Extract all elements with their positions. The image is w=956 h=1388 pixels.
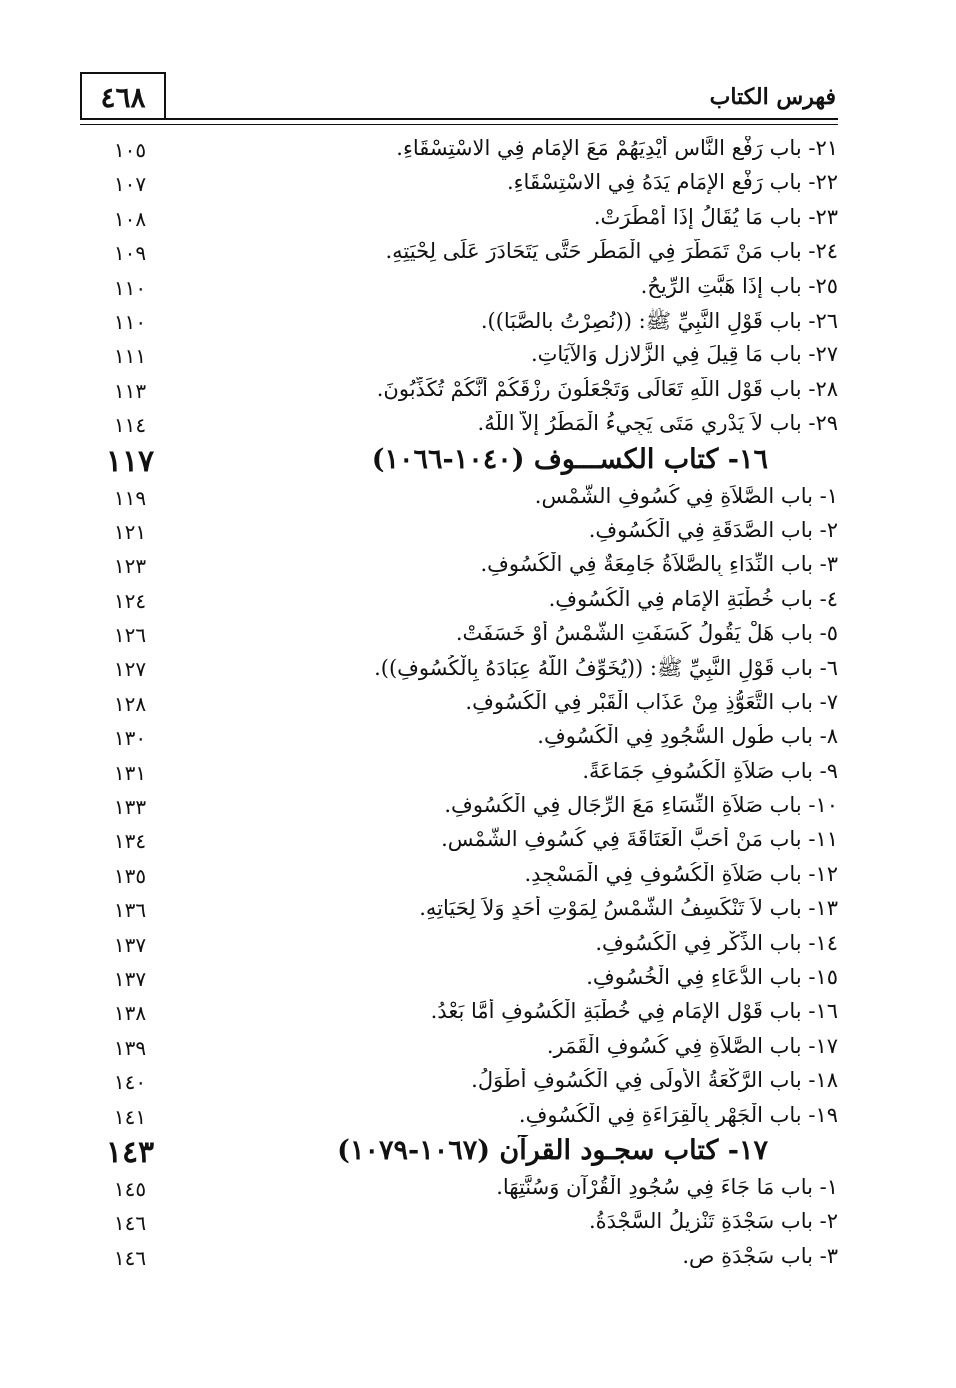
index-entry: [80, 340, 838, 374]
entry-title: ٩- باب صَلاَةِ الْكُسُوفِ جَمَاعَةً.: [582, 758, 838, 783]
section-heading: [80, 444, 838, 482]
index-entry: [80, 929, 838, 963]
entry-page-number: ١٤١: [113, 1104, 147, 1129]
entry-title: ١٨- باب الرَّكْعَةُ الأُولَى فِي الْكُسُوفِ أَطْوَلُ.: [471, 1068, 838, 1093]
entry-title: ٢- باب سَجْدَةِ تَنْزِيلُ السَّجْدَةُ.: [588, 1209, 838, 1234]
entry-title: ٢٨- باب قَوْلِ اللَّهِ تَعَالَى وَتَجْعَلُونَ رِزْقَكُمْ أَنَّكُمْ تُكَذِّبُونَ.: [376, 376, 838, 401]
entry-page-number: ١١٠: [113, 309, 147, 334]
entry-page-number: ١١٧: [105, 443, 155, 479]
index-entry: [80, 1207, 838, 1241]
index-entry: [80, 1101, 838, 1135]
entry-page-number: ١١١: [113, 344, 147, 369]
index-entry: [80, 791, 838, 825]
entry-page-number: ١٣٦: [113, 898, 147, 923]
entry-title: ٥- باب هَلْ يَقُولُ كَسَفَتِ الشَّمْسُ أَوْ خَسَفَتْ.: [455, 621, 838, 646]
entry-page-number: ١٢٣: [113, 554, 147, 579]
index-entry: [80, 1242, 838, 1276]
index-entry: [80, 757, 838, 791]
entry-page-number: ١٠٩: [113, 241, 147, 266]
entry-page-number: ١٢٧: [113, 657, 147, 682]
entry-title: ١- باب الصَّلاَةِ فِي كُسُوفِ الشَّمْسِ.: [534, 483, 838, 508]
index-list: [80, 134, 838, 1276]
entry-title: ١٠- باب صَلاَةِ النِّسَاءِ مَعَ الرِّجَالِ فِي الْكُسُوفِ.: [444, 793, 838, 818]
entry-title: ٧- باب التَّعَوُّذِ مِنْ عَذَابِ الْقَبْرِ فِي الْكُسُوفِ.: [465, 689, 838, 714]
entry-page-number: ١٣٩: [113, 1035, 147, 1060]
entry-page-number: ١٣٧: [113, 966, 147, 991]
entry-title: ١١- باب مَنْ أَحَبَّ الْعَتَاقَةَ فِي كُسُوفِ الشَّمْسِ.: [441, 827, 838, 852]
entry-title: ٢٤- باب مَنْ تَمَطَّرَ فِي الْمَطَرِ حَتَّى يَتَحَادَرَ عَلَى لِحْيَتِهِ.: [385, 239, 838, 264]
entry-page-number: ١٤٣: [105, 1134, 155, 1170]
entry-title: ١٤- باب الذِّكْرِ فِي الْكُسُوفِ.: [595, 930, 838, 955]
index-entry: [80, 963, 838, 997]
entry-page-number: ١٢٦: [113, 623, 147, 648]
entry-title: ١- باب مَا جَاءَ فِي سُجُودِ الْقُرْآنِ وَسُنَّتِهَا.: [496, 1174, 838, 1199]
index-entry: [80, 722, 838, 756]
section-title: ١٦- كتاب الكســـوف (١٠٤٠-١٠٦٦): [371, 443, 768, 475]
page-header: [80, 72, 838, 122]
entry-page-number: ١٢٨: [113, 691, 147, 716]
index-entry: [80, 272, 838, 306]
entry-title: ٦- باب قَوْلِ النَّبِيِّ ﷺ: ((يُخَوِّفُ اللَّهُ عِبَادَهُ بِالْكُسُوفِ)).: [374, 656, 838, 681]
entry-title: ٢٥- باب إِذَا هَبَّتِ الرِّيحُ.: [640, 273, 838, 298]
entry-page-number: ١٢٤: [113, 588, 147, 613]
entry-page-number: ١١٠: [113, 275, 147, 300]
index-entry: [80, 203, 838, 237]
header-rule: [80, 118, 838, 120]
entry-page-number: ١٤٠: [113, 1070, 147, 1095]
entry-title: ١٩- باب الْجَهْرِ بِالْقِرَاءَةِ فِي الْكُسُوفِ.: [518, 1102, 838, 1127]
entry-title: ٢- باب الصَّدَقَةِ فِي الْكُسُوفِ.: [588, 517, 838, 542]
entry-title: ٤- باب خُطْبَةِ الإِمَامِ فِي الْكُسُوفِ.: [548, 586, 838, 611]
entry-title: ١٥- باب الدُّعَاءِ فِي الْخُسُوفِ.: [586, 964, 838, 989]
entry-title: ١٦- باب قَوْلِ الإِمَامِ فِي خُطْبَةِ الْكُسُوفِ أَمَّا بَعْدُ.: [430, 999, 838, 1024]
entry-page-number: ١٠٥: [113, 138, 147, 162]
entry-title: ٣- باب النِّدَاءِ بِالصَّلاَةُ جَامِعَةٌ فِي الْكُسُوفِ.: [480, 552, 838, 577]
entry-page-number: ١٤٥: [113, 1176, 147, 1201]
page-number-box: [80, 72, 166, 118]
entry-title: ٢٢- باب رَفْعِ الإِمَامِ يَدَهُ فِي الاسْتِسْقَاءِ.: [507, 170, 838, 195]
section-heading: [80, 1135, 838, 1173]
index-entry: [80, 482, 838, 516]
entry-page-number: ١٣٥: [113, 863, 147, 888]
index-entry: [80, 168, 838, 202]
entry-page-number: ١١٤: [113, 413, 147, 438]
index-entry: [80, 825, 838, 859]
index-entry: [80, 237, 838, 271]
index-entry: [80, 619, 838, 653]
index-entry: [80, 516, 838, 550]
entry-page-number: ١٠٨: [113, 206, 147, 231]
entry-page-number: ١٣١: [113, 760, 147, 785]
entry-page-number: ١٤٦: [113, 1211, 147, 1236]
index-entry: [80, 1032, 838, 1066]
index-entry: [80, 1173, 838, 1207]
page-number: ٤٦٨: [100, 81, 146, 114]
entry-title: ٢٣- باب مَا يُقَالُ إِذَا أَمْطَرَتْ.: [593, 204, 838, 229]
entry-page-number: ١٣٣: [113, 795, 147, 820]
index-entry: [80, 688, 838, 722]
entry-title: ٢١- باب رَفْعِ النَّاسِ أَيْدِيَهُمْ مَعَ الإِمَامِ فِي الاسْتِسْقَاءِ.: [396, 136, 838, 160]
index-entry: [80, 1066, 838, 1100]
entry-title: ١٣- باب لاَ تَنْكَسِفُ الشَّمْسُ لِمَوْتِ أَحَدٍ وَلاَ لِحَيَاتِهِ.: [419, 896, 838, 921]
entry-title: ٨- باب طُولِ السُّجُودِ فِي الْكُسُوفِ.: [537, 724, 838, 749]
running-title: فهرس الكتاب: [709, 84, 836, 110]
header-rule-thin: [80, 124, 838, 125]
index-entry: [80, 860, 838, 894]
index-entry: [80, 653, 838, 687]
entry-page-number: ١٢١: [113, 519, 147, 544]
index-entry: [80, 375, 838, 409]
entry-page-number: ١٣٠: [113, 726, 147, 751]
entry-title: ٢٦- باب قَوْلِ النَّبِيِّ ﷺ: ((نُصِرْتُ بالصَّبَا)).: [480, 308, 838, 333]
entry-title: ١٢- باب صَلاَةِ الْكُسُوفِ فِي الْمَسْجِدِ.: [524, 861, 838, 886]
entry-title: ٢٩- باب لاَ يَدْرِي مَتَى يَجِيءُ الْمَطَرُ إِلاَّ اللَّهُ.: [477, 411, 838, 436]
entry-page-number: ١١٣: [113, 378, 147, 403]
entry-page-number: ١٠٧: [113, 172, 147, 197]
entry-page-number: ١٤٦: [113, 1245, 147, 1270]
index-entry: [80, 134, 838, 168]
entry-page-number: ١٣٤: [113, 829, 147, 854]
section-title: ١٧- كتاب سجـود القرآن (١٠٦٧-١٠٧٩): [337, 1134, 768, 1166]
index-entry: [80, 894, 838, 928]
entry-title: ٢٧- باب مَا قِيلَ فِي الزَّلازِلِ وَالآيَاتِ.: [530, 342, 838, 367]
index-entry: [80, 550, 838, 584]
entry-page-number: ١٣٧: [113, 932, 147, 957]
entry-page-number: ١١٩: [113, 485, 147, 510]
entry-title: ٣- باب سَجْدَةِ ص.: [682, 1243, 838, 1268]
index-entry: [80, 306, 838, 340]
entry-title: ١٧- باب الصَّلاَةِ فِي كُسُوفِ الْقَمَرِ.: [546, 1033, 838, 1058]
index-entry: [80, 997, 838, 1031]
entry-page-number: ١٣٨: [113, 1001, 147, 1026]
index-entry: [80, 409, 838, 443]
index-entry: [80, 585, 838, 619]
